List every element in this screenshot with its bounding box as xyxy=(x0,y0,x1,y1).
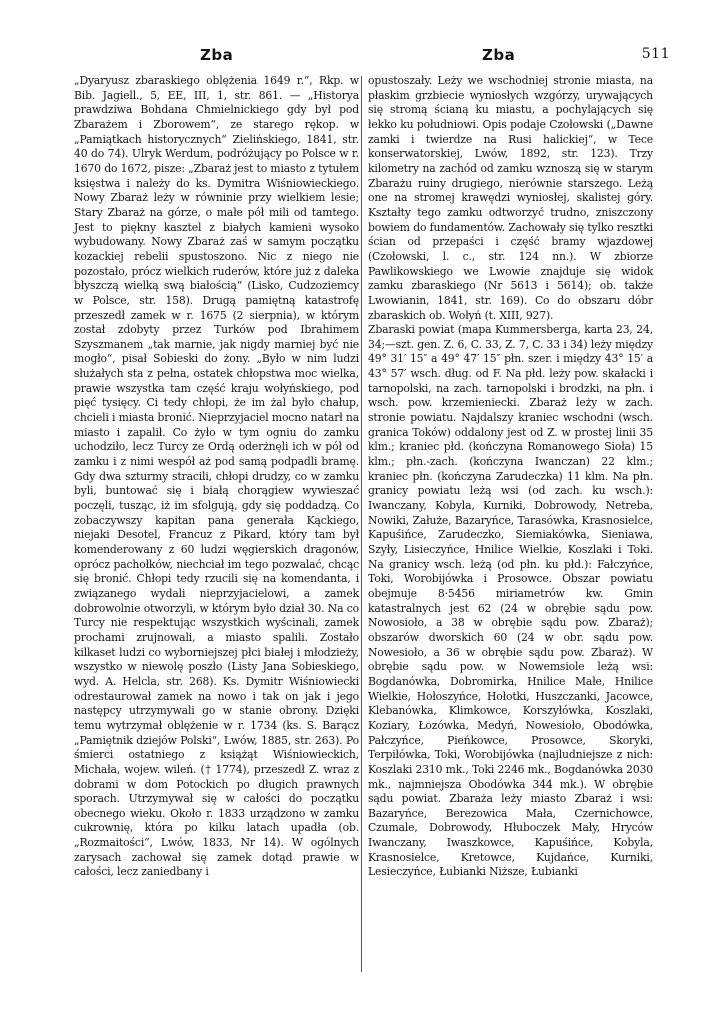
column-divider xyxy=(361,76,362,972)
right-paragraph-1: opustoszały. Leży we wschodniej stronie miasta, na płaskim grzbiecie wyniosłych wzgórzy, urywających się stromą ścianą ku miastu, a pochylających się łekko ku południowi. Opis podaje Czołowski („Dawne zamki i twierdze na Rusi halickiej“, w Tece konserwatorskiej, Lwów, 1892, str. 123). Trzy kilometry na zachód od zamku wznoszą się w starym Zbarażu ruiny drugiego, nierównie starszego. Leżą one na stromej krawędzi wyniosłej, skalistej góry. Kształty tego zamku odtworzyć trudno, zniszczony bowiem do fundamentów. Zachowały się tylko resztki ścian od przepaści i część bramy wjazdowej (Czołowski, l. c., str. 124 nn.). W zbiorze Pawlikowskiego we Lwowie znajduje się widok zamku zbaraskiego (Nr 5613 i 5614); ob. także Lwowianin, 1841, str. 169). Co do obszaru dóbr zbaraskich ob. Wołyń (t. XIII, 927). xyxy=(368,74,653,322)
running-head-right: Zba xyxy=(482,46,516,64)
page-number: 511 xyxy=(641,46,670,62)
right-column xyxy=(368,74,653,880)
left-paragraph-1: „Dyaryusz zbaraskiego oblężenia 1649 r.“, Rkp. w Bib. Jagiell., 5, EE, III, 1, str. 861. — „Historya prawdziwa Bohdana Chmielnickiego gdy był pod Zbarażem i Zborowem“, ze starego rękop. w „Pamiątkach historycznych“ Zielińskiego, 1841, str. 40 do 74). Ulryk Werdum, podróżujący po Polsce w r. 1670 do 1672, pisze: „Zbaraż jest to miasto z tytułem księstwa i należy do ks. Dymitra Wiśniowieckiego. Nowy Zbaraż leży w równinie przy wielkiem lesie; Stary Zbaraż na górze, o małe pół mili od tamtego. Jest to piękny kasztel z białych kamieni wysoko wybudowany. Nowy Zbaraż zaś w samym początku kozackiej rebelii spustoszono. Nic z niego nie pozostało, prócz wielkich ruderów, które już z daleka błyszczą wielką swą białością“ (Lisko, Cudzoziemcy w Polsce, str. 158). Drugą pamiętną katastrofę przeszedł zamek w r. 1675 (2 sierpnia), w którym został zdobyty przez Turków pod Ibrahimem Szyszmanem „tak marnie, jak nigdy marniej być nie mogło“, pisał Sobieski do żony. „Było w nim ludzi służałych sta z pełna, ostatek chłopstwa moc wielka, prawie wszystka tam część kraju wołyńskiego, pod pięć tysięcy. Ci tedy chłopi, że im żal było chałup, chcieli i miasta bronić. Nieprzyjaciel mocno natarł na miasto i zapalił. Co żyło w tym ogniu do zamku uchodziło, lecz Turcy ze Ordą oderżnęli ich w pół od zamku i z nimi wespół aż pod samą podpadli bramę. Gdy dwa szturmy stracili, chłopi drudzy, co w zamku byli, buntować się i białą chorągiew wywieszać poczęli, tusząc, iż im sfolgują, gdy się poddadzą. Co zobaczywszy kapitan pana generała Kąckiego, niejaki Desotel, Francuz z Pikard, który tam był komenderowany z 60 ludzi węgierskich dragonów, oprócz pachołków, niechciał im tego pozwalać, chcąc się bronić. Chłopi tedy rzucili się na komendanta, i związanego wydali nieprzyjacielowi, a zamek dobrowolnie otworzyli, w którym było dział 30. Na co Turcy nie respektując wszystkich wyścinali, zamek prochami zrujnowali, a miasto spalili. Zostało kilkaset ludzi co wyborniejszej płci białej i młodzieży, wszystko w niewolę poszło (Listy Jana Sobieskiego, wyd. A. Helcla, str. 268). Ks. Dymitr Wiśniowiecki odrestaurował zamek na nowo i tak on jak i jego następcy utrzymywali go w stanie obrony. Dzięki temu wytrzymał oblężenie w r. 1734 (ks. S. Barącz „Pamiętnik dziejów Polski“, Lwów, 1885, str. 263). Po śmierci ostatniego z książąt Wiśniowieckich, Michała, wojew. wileń. († 1774), przeszedł Z. wraz z dobrami w dom Potockich po długich prawnych sporach. Utrzymywał się w całości do początku obecnego wieku. Około r. 1833 urządzono w zamku cukrownię, która po kilku latach upadła (ob. „Rozmaitości“, Lwów, 1833, Nr 14). W ogólnych zarysach zachował się zamek dotąd prawie w całości, lecz zaniedbany i xyxy=(74,74,359,879)
running-head-left: Zba xyxy=(200,46,234,64)
left-column xyxy=(74,74,359,880)
right-paragraph-2: Zbaraski powiat (mapa Kummersberga, karta 23, 24, 34;—szt. gen. Z. 6, C. 33, Z. 7, C. 33 i 34) leży między 49° 31′ 15″ a 49° 47′ 15″ płn. szer. i między 43° 15′ a 43° 57′ wsch. dług. od F. Na płd. leży pow. skałacki i tarnopolski, na zach. tarnopolski i brodzki, na płn. i wsch. pow. krzemieniecki. Zbaraż leży w zach. stronie powiatu. Najdalszy kraniec wschodni (wsch. granica Toków) oddalony jest od Z. w prostej linii 35 klm.; kraniec płd. (kończyna Romanowego Sioła) 15 klm.; płn.-zach. (kończyna Iwanczan) 22 klm.; kraniec płn. (kończyna Zarudeczka) 11 klm. Na płn. granicy powiatu leżą wsi (od zach. ku wsch.): Iwanczany, Kobyla, Kurniki, Dobrowody, Netreba, Nowiki, Załuże, Bazaryńce, Tarasówka, Krasnosielce, Kapuśińce, Zarudeczko, Siemiakówka, Sieniawa, Szyły, Lisieczyńce, Hnilice Wielkie, Koszlaki i Toki. Na granicy wsch. leżą (od płn. ku płd.): Fałczyńce, Toki, Worobijówka i Prosowce. Obszar powiatu obejmuje 8·5456 miriametrów kw. Gmin katastralnych jest 62 (24 w obrębie sądu pow. Nowosioło, a 38 w obrębie sądu pow. Zbaraż); obszarów dworskich 60 (24 w obr. sądu pow. Nowesioło, a 36 w obrębie sądu pow. Zbaraż). W obrębie sądu pow. w Nowemsiole leżą wsi: Bogdanówka, Dobromirka, Hnilice Małe, Hnilice Wielkie, Hołoszyńce, Hołotki, Huszczanki, Jacowce, Klebanówka, Klimkowce, Korszyłówka, Koszlaki, Koziary, Łozówka, Medyń, Nowesioło, Obodówka, Pałczyńce, Pieńkowce, Prosowce, Skoryki, Terpiłówka, Toki, Worobijówka (najludniejsze z nich: Koszlaki 2310 mk., Toki 2246 mk., Bogdanówka 2030 mk., najmniejsza Obodówka 344 mk.). W obrębie sądu powiat. Zbaraża leży miasto Zbaraż i wsi: Bazaryńce, Berezowica Mała, Czernichowce, Czumale, Dobrowody, Hłuboczek Mały, Hryców Iwanczany, Iwaszkowce, Kapuśińce, Kobyla, Krasnosielce, Kretowce, Kujdańce, Kurniki, Lesieczyńce, Łubianki Niższe, Łubianki xyxy=(368,323,654,879)
